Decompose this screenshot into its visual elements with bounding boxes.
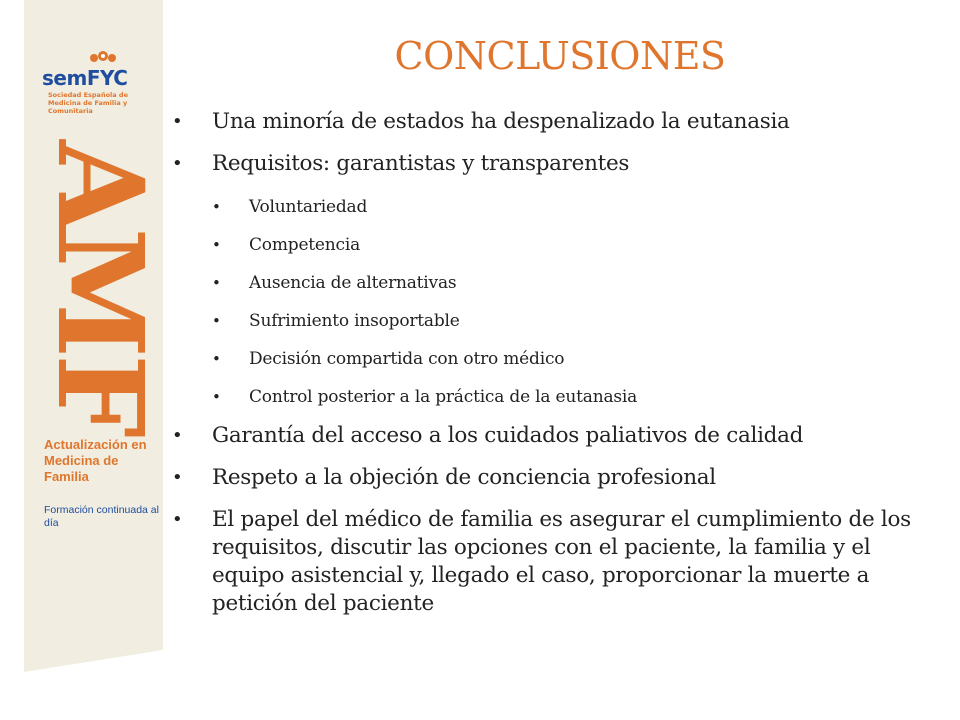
sub-list-item (172, 348, 952, 370)
sub-list-item-text: Competencia (249, 235, 361, 255)
sidebar-branding (0, 0, 170, 720)
formacion-label: Formación continuada al día (44, 504, 159, 529)
list-item (172, 108, 952, 136)
sub-list-item (172, 272, 952, 294)
sub-list-item-text: Ausencia de alternativas (249, 273, 457, 293)
list-item (172, 464, 952, 492)
sub-list-item-text: Voluntariedad (249, 197, 368, 217)
semfyc-subtitle: Sociedad Española de Medicina de Familia y Comunitaria (48, 91, 128, 115)
sub-list-item (172, 196, 952, 218)
bullet-icon: • (212, 388, 221, 406)
sub-list-item-text: Decisión compartida con otro médico (249, 349, 565, 369)
bullet-icon: • (212, 274, 221, 292)
bullet-list (172, 108, 952, 618)
bullet-icon: • (212, 198, 221, 216)
list-item-text: Una minoría de estados ha despenalizado la eutanasia (212, 109, 790, 134)
semfyc-wordmark: semFYC (42, 66, 128, 90)
list-item (172, 422, 952, 450)
sub-list-item-text: Control posterior a la práctica de la eutanasia (249, 387, 638, 407)
slide-content (172, 108, 952, 632)
sub-list-item (172, 234, 952, 256)
bullet-icon: • (212, 312, 221, 330)
amf-vertical-logo: AMF (31, 140, 170, 434)
sub-list-item-text: Sufrimiento insoportable (249, 311, 460, 331)
slide-title: CONCLUSIONES (394, 34, 726, 78)
actualizacion-label: Actualización en Medicina de Familia (44, 437, 147, 484)
bullet-icon: • (172, 111, 183, 132)
bullet-icon: • (212, 350, 221, 368)
bullet-icon: • (172, 153, 183, 174)
list-item (172, 150, 952, 178)
list-item-text: Requisitos: garantistas y transparentes (212, 151, 630, 176)
bullet-icon: • (172, 425, 183, 446)
sub-list-item (172, 310, 952, 332)
list-item (172, 506, 942, 618)
list-item-text: Respeto a la objeción de conciencia profesional (212, 465, 716, 490)
semfyc-emblem-icon (88, 48, 118, 68)
sub-list-item (172, 386, 952, 408)
bullet-icon: • (172, 467, 183, 488)
list-item-text: El papel del médico de familia es asegurar el cumplimiento de los requisitos, discutir las opciones con el paciente, la familia y el equipo asistencial y, llegado el caso, proporcionar la muerte a petición del paciente (212, 507, 911, 616)
bullet-icon: • (212, 236, 221, 254)
bullet-icon: • (172, 509, 183, 530)
list-item-text: Garantía del acceso a los cuidados paliativos de calidad (212, 423, 804, 448)
